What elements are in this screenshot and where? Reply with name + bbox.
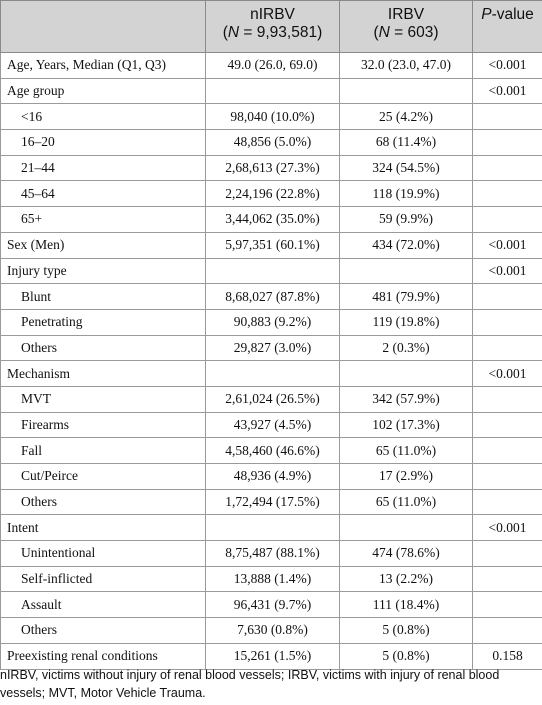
header-irbv-count: (N = 603) <box>373 24 439 41</box>
row-label: <16 <box>1 104 206 130</box>
nirbv-value: 29,827 (3.0%) <box>206 335 340 361</box>
row-label: Age, Years, Median (Q1, Q3) <box>1 53 206 79</box>
table-row <box>1 412 542 438</box>
table-row <box>1 78 542 104</box>
row-label: Blunt <box>1 284 206 310</box>
p-value: <0.001 <box>473 361 542 387</box>
nirbv-value: 43,927 (4.5%) <box>206 412 340 438</box>
table-row <box>1 566 542 592</box>
irbv-value: 119 (19.8%) <box>340 309 473 335</box>
irbv-value: 32.0 (23.0, 47.0) <box>340 53 473 79</box>
nirbv-value <box>206 258 340 284</box>
irbv-value: 342 (57.9%) <box>340 386 473 412</box>
row-label: Others <box>1 618 206 644</box>
table-row <box>1 386 542 412</box>
nirbv-value: 8,75,487 (88.1%) <box>206 541 340 567</box>
irbv-value: 118 (19.9%) <box>340 181 473 207</box>
p-value <box>473 155 542 181</box>
nirbv-value: 8,68,027 (87.8%) <box>206 284 340 310</box>
table-row <box>1 618 542 644</box>
row-label: Injury type <box>1 258 206 284</box>
p-value <box>473 618 542 644</box>
p-value <box>473 592 542 618</box>
p-value <box>473 335 542 361</box>
header-variable <box>1 1 206 53</box>
p-value <box>473 412 542 438</box>
nirbv-value: 48,856 (5.0%) <box>206 130 340 156</box>
irbv-value: 481 (79.9%) <box>340 284 473 310</box>
table-row <box>1 130 542 156</box>
irbv-value: 5 (0.8%) <box>340 643 473 669</box>
table-row <box>1 284 542 310</box>
irbv-value: 17 (2.9%) <box>340 464 473 490</box>
p-value <box>473 104 542 130</box>
nirbv-value: 3,44,062 (35.0%) <box>206 207 340 233</box>
irbv-value: 324 (54.5%) <box>340 155 473 181</box>
irbv-value: 13 (2.2%) <box>340 566 473 592</box>
table-row <box>1 541 542 567</box>
p-value: <0.001 <box>473 53 542 79</box>
row-label: Others <box>1 335 206 361</box>
p-value <box>473 284 542 310</box>
header-nirbv-title: nIRBV <box>250 6 295 23</box>
irbv-value <box>340 258 473 284</box>
irbv-value: 111 (18.4%) <box>340 592 473 618</box>
irbv-value <box>340 361 473 387</box>
row-label: Sex (Men) <box>1 232 206 258</box>
irbv-value: 65 (11.0%) <box>340 438 473 464</box>
nirbv-value: 1,72,494 (17.5%) <box>206 489 340 515</box>
table-row <box>1 335 542 361</box>
p-value <box>473 207 542 233</box>
row-label: Penetrating <box>1 309 206 335</box>
nirbv-value: 7,630 (0.8%) <box>206 618 340 644</box>
row-label: Mechanism <box>1 361 206 387</box>
nirbv-value: 48,936 (4.9%) <box>206 464 340 490</box>
table-row <box>1 155 542 181</box>
header-irbv-title: IRBV <box>387 6 425 23</box>
nirbv-value <box>206 515 340 541</box>
row-label: Cut/Peirce <box>1 464 206 490</box>
p-value: <0.001 <box>473 232 542 258</box>
p-value <box>473 438 542 464</box>
row-label: 45–64 <box>1 181 206 207</box>
row-label: Self-inflicted <box>1 566 206 592</box>
irbv-value: 25 (4.2%) <box>340 104 473 130</box>
nirbv-value: 96,431 (9.7%) <box>206 592 340 618</box>
header-nirbv-count: (N = 9,93,581) <box>222 24 323 41</box>
row-label: Firearms <box>1 412 206 438</box>
header-row <box>1 1 542 53</box>
p-value <box>473 130 542 156</box>
table-row <box>1 232 542 258</box>
nirbv-value: 2,61,024 (26.5%) <box>206 386 340 412</box>
p-value <box>473 386 542 412</box>
header-p-value: P-value <box>473 1 542 53</box>
nirbv-value <box>206 361 340 387</box>
table-row <box>1 104 542 130</box>
row-label: Others <box>1 489 206 515</box>
row-label: Assault <box>1 592 206 618</box>
row-label: Unintentional <box>1 541 206 567</box>
row-label: 21–44 <box>1 155 206 181</box>
nirbv-value: 90,883 (9.2%) <box>206 309 340 335</box>
table-row <box>1 438 542 464</box>
p-value: <0.001 <box>473 515 542 541</box>
row-label: Age group <box>1 78 206 104</box>
table-row <box>1 361 542 387</box>
nirbv-value: 5,97,351 (60.1%) <box>206 232 340 258</box>
row-label: Preexisting renal conditions <box>1 643 206 669</box>
table-row <box>1 309 542 335</box>
row-label: Intent <box>1 515 206 541</box>
nirbv-value: 13,888 (1.4%) <box>206 566 340 592</box>
table-row <box>1 592 542 618</box>
table-row <box>1 489 542 515</box>
irbv-value: 59 (9.9%) <box>340 207 473 233</box>
p-value <box>473 181 542 207</box>
nirbv-value <box>206 78 340 104</box>
irbv-value: 2 (0.3%) <box>340 335 473 361</box>
table-row <box>1 181 542 207</box>
row-label: 16–20 <box>1 130 206 156</box>
p-value <box>473 489 542 515</box>
table-row <box>1 464 542 490</box>
nirbv-value: 2,68,613 (27.3%) <box>206 155 340 181</box>
row-label: MVT <box>1 386 206 412</box>
table-row <box>1 53 542 79</box>
p-value: 0.158 <box>473 643 542 669</box>
nirbv-value: 2,24,196 (22.8%) <box>206 181 340 207</box>
table-header <box>1 1 542 53</box>
irbv-value: 102 (17.3%) <box>340 412 473 438</box>
p-value <box>473 464 542 490</box>
table-body <box>1 53 542 670</box>
p-value: <0.001 <box>473 78 542 104</box>
p-value: <0.001 <box>473 258 542 284</box>
table-row <box>1 515 542 541</box>
p-value <box>473 566 542 592</box>
irbv-value: 65 (11.0%) <box>340 489 473 515</box>
table-footnote: nIRBV, victims without injury of renal blood vessels; IRBV, victims with injury of renal blood vessels; MVT, Motor Vehicle Trauma. <box>0 668 500 700</box>
p-value <box>473 309 542 335</box>
row-label: Fall <box>1 438 206 464</box>
irbv-value <box>340 515 473 541</box>
p-value <box>473 541 542 567</box>
irbv-value: 68 (11.4%) <box>340 130 473 156</box>
irbv-value: 474 (78.6%) <box>340 541 473 567</box>
table-row <box>1 258 542 284</box>
row-label: 65+ <box>1 207 206 233</box>
nirbv-value: 15,261 (1.5%) <box>206 643 340 669</box>
header-irbv <box>340 1 473 53</box>
nirbv-value: 4,58,460 (46.6%) <box>206 438 340 464</box>
irbv-value: 434 (72.0%) <box>340 232 473 258</box>
header-nirbv <box>206 1 340 53</box>
irbv-value <box>340 78 473 104</box>
table-row <box>1 207 542 233</box>
irbv-value: 5 (0.8%) <box>340 618 473 644</box>
nirbv-value: 49.0 (26.0, 69.0) <box>206 53 340 79</box>
nirbv-value: 98,040 (10.0%) <box>206 104 340 130</box>
